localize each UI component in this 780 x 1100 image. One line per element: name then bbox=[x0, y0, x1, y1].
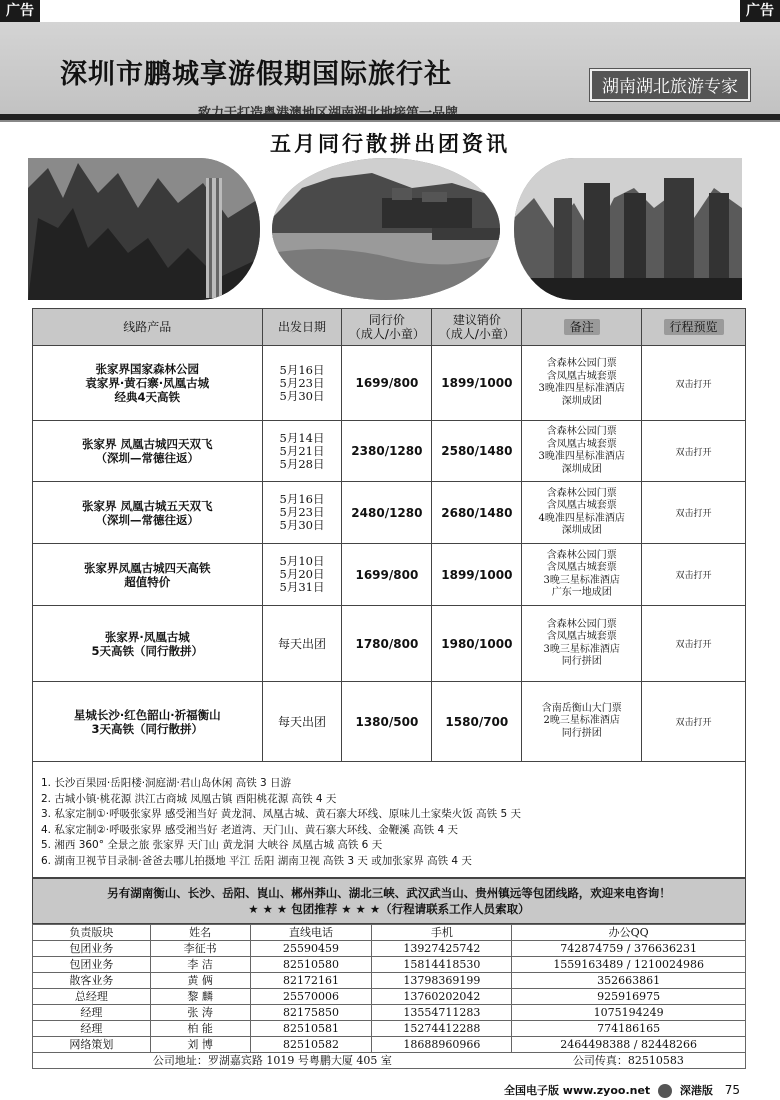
contacts-header-row bbox=[33, 925, 746, 941]
charter-recommend-text: ★ ★ ★ 包团推荐 ★ ★ ★（行程请联系工作人员索取） bbox=[248, 902, 530, 916]
list-item: 3. 私家定制①·呼吸张家界 感受湘当好 黄龙洞、凤凰古城、黄石寨大环线、原味儿土家柴火饭 高铁 5 天 bbox=[41, 808, 521, 820]
company-fax: 公司传真：82510583 bbox=[512, 1053, 746, 1069]
tour-schedule-table bbox=[32, 308, 746, 762]
contact-section: 经理 bbox=[33, 1005, 151, 1021]
preview-header-label: 行程预览 bbox=[664, 319, 724, 335]
additional-routes-list bbox=[32, 762, 746, 878]
table-row bbox=[33, 973, 746, 989]
charter-notice-text: 另有湖南衡山、长沙、岳阳、崀山、郴州莽山、湖北三峡、武汉武当山、贵州镇远等包团线路，欢迎来电咨询！ bbox=[107, 886, 671, 900]
route-name: 张家界凤凰古城四天高铁 超值特价 bbox=[33, 544, 263, 606]
table-row bbox=[33, 941, 746, 957]
list-item: 5. 湘西 360° 全景之旅 张家界 天门山 黄龙洞 大峡谷 凤凰古城 高铁 6 天 bbox=[41, 839, 383, 851]
table-row bbox=[33, 957, 746, 973]
col-header-route: 线路产品 bbox=[33, 309, 263, 346]
trade-price: 2480/1280 bbox=[342, 482, 432, 544]
contact-qq: 774186165 bbox=[512, 1021, 746, 1037]
table-row bbox=[33, 682, 746, 762]
page-title: 五月同行散拼出团资讯 bbox=[270, 132, 510, 156]
itinerary-preview-link[interactable]: 双击打开 bbox=[642, 421, 746, 482]
contact-phone: 82172161 bbox=[250, 973, 372, 989]
contact-mobile: 15274412288 bbox=[372, 1021, 512, 1037]
col-header-retail-price: 建议销价 （成人/小童） bbox=[432, 309, 522, 346]
table-row bbox=[33, 606, 746, 682]
contact-name: 柏 能 bbox=[150, 1021, 250, 1037]
contact-qq: 742874759 / 376636231 bbox=[512, 941, 746, 957]
retail-price: 1899/1000 bbox=[432, 544, 522, 606]
table-row bbox=[33, 544, 746, 606]
col-header-date: 出发日期 bbox=[262, 309, 342, 346]
route-name: 星城长沙·红色韶山·祈福衡山 3天高铁（同行散拼） bbox=[33, 682, 263, 762]
itinerary-preview-link[interactable]: 双击打开 bbox=[642, 544, 746, 606]
retail-price: 1899/1000 bbox=[432, 346, 522, 421]
notes-header-label: 备注 bbox=[564, 319, 600, 335]
retail-price: 1980/1000 bbox=[432, 606, 522, 682]
col-header-name: 姓名 bbox=[150, 925, 250, 941]
company-address: 公司地址：罗湖嘉宾路 1019 号粤鹏大厦 405 室 bbox=[33, 1053, 512, 1069]
col-header-preview bbox=[642, 309, 746, 346]
tour-notes: 含南岳衡山大门票 2晚三星标准酒店 同行拼团 bbox=[522, 682, 642, 762]
contact-mobile: 18688960966 bbox=[372, 1037, 512, 1053]
itinerary-preview-link[interactable]: 双击打开 bbox=[642, 682, 746, 762]
region-label: 深港版 bbox=[679, 1084, 713, 1097]
list-item: 2. 古城小镇·桃花源 洪江古商城 凤凰古镇 酉阳桃花源 高铁 4 天 bbox=[41, 792, 337, 805]
contact-section: 包团业务 bbox=[33, 957, 151, 973]
header-divider-thin bbox=[0, 120, 780, 122]
contact-mobile: 13927425742 bbox=[372, 941, 512, 957]
contact-phone: 25590459 bbox=[250, 941, 372, 957]
contact-qq: 925916975 bbox=[512, 989, 746, 1005]
retail-price: 2580/1480 bbox=[432, 421, 522, 482]
zhangjiajie-peaks-photo bbox=[514, 158, 742, 300]
retail-price: 1580/700 bbox=[432, 682, 522, 762]
contact-name: 李征书 bbox=[150, 941, 250, 957]
page-number: 75 bbox=[724, 1083, 740, 1097]
departure-dates: 5月10日 5月20日 5月31日 bbox=[262, 544, 342, 606]
retail-price: 2680/1480 bbox=[432, 482, 522, 544]
list-item: 6. 湖南卫视节目录制·爸爸去哪儿拍摄地 平江 岳阳 湖南卫视 高铁 3 天 或加张家界 高铁 4 天 bbox=[41, 854, 472, 867]
tour-notes: 含森林公园门票 含凤凰古城套票 3晚准四星标准酒店 深圳成团 bbox=[522, 346, 642, 421]
table-row bbox=[33, 1005, 746, 1021]
list-item: 1. 长沙百果园·岳阳楼·洞庭湖·君山岛休闲 高铁 3 日游 bbox=[41, 777, 292, 789]
contact-mobile: 13760202042 bbox=[372, 989, 512, 1005]
contact-name: 黎 麟 bbox=[150, 989, 250, 1005]
col-header-notes bbox=[522, 309, 642, 346]
route-name: 张家界国家森林公园 袁家界·黄石寨·凤凰古城 经典4天高铁 bbox=[33, 346, 263, 421]
contact-phone: 82510581 bbox=[250, 1021, 372, 1037]
route-name: 张家界 凤凰古城五天双飞 （深圳—常德往返） bbox=[33, 482, 263, 544]
address-row bbox=[33, 1053, 746, 1069]
company-name: 深圳市鹏城享游假期国际旅行社 bbox=[60, 59, 452, 90]
col-header-mobile: 手机 bbox=[372, 925, 512, 941]
itinerary-preview-link[interactable]: 双击打开 bbox=[642, 606, 746, 682]
contact-phone: 82510580 bbox=[250, 957, 372, 973]
departure-dates: 每天出团 bbox=[262, 682, 342, 762]
contact-mobile: 15814418530 bbox=[372, 957, 512, 973]
itinerary-preview-link[interactable]: 双击打开 bbox=[642, 482, 746, 544]
tour-notes: 含森林公园门票 含凤凰古城套票 4晚准四星标准酒店 深圳成团 bbox=[522, 482, 642, 544]
trade-price: 1380/500 bbox=[342, 682, 432, 762]
contact-section: 包团业务 bbox=[33, 941, 151, 957]
fenghuang-ancient-town-photo bbox=[272, 158, 500, 300]
contact-qq: 1075194249 bbox=[512, 1005, 746, 1021]
tour-notes: 含森林公园门票 含凤凰古城套票 3晚三星标准酒店 同行拼团 bbox=[522, 606, 642, 682]
itinerary-preview-link[interactable]: 双击打开 bbox=[642, 346, 746, 421]
contact-phone: 25570006 bbox=[250, 989, 372, 1005]
departure-dates: 5月14日 5月21日 5月28日 bbox=[262, 421, 342, 482]
contact-mobile: 13554711283 bbox=[372, 1005, 512, 1021]
contact-section: 总经理 bbox=[33, 989, 151, 1005]
ad-label-right: 广告 bbox=[740, 0, 780, 22]
header-banner bbox=[0, 22, 780, 114]
trade-price: 1780/800 bbox=[342, 606, 432, 682]
contact-name: 刘 博 bbox=[150, 1037, 250, 1053]
contact-qq: 2464498388 / 82448266 bbox=[512, 1037, 746, 1053]
list-item: 4. 私家定制②·呼吸张家界 感受湘当好 老道湾、天门山、黄石寨大环线、金鞭溪 高铁 4 天 bbox=[41, 823, 458, 836]
table-row bbox=[33, 421, 746, 482]
departure-dates: 5月16日 5月23日 5月30日 bbox=[262, 482, 342, 544]
route-name: 张家界·凤凰古城 5天高铁（同行散拼） bbox=[33, 606, 263, 682]
contact-name: 张 涛 bbox=[150, 1005, 250, 1021]
edition-label: 全国电子版 www.zyoo.net bbox=[503, 1084, 651, 1097]
contact-qq: 1559163489 / 1210024986 bbox=[512, 957, 746, 973]
departure-dates: 5月16日 5月23日 5月30日 bbox=[262, 346, 342, 421]
contacts-table bbox=[32, 924, 746, 1069]
trade-price: 1699/800 bbox=[342, 544, 432, 606]
zyoo-logo-icon bbox=[658, 1084, 672, 1098]
col-header-section: 负责版块 bbox=[33, 925, 151, 941]
route-name: 张家界 凤凰古城四天双飞 （深圳—常德往返） bbox=[33, 421, 263, 482]
charter-notice bbox=[32, 878, 746, 924]
contact-section: 散客业务 bbox=[33, 973, 151, 989]
contact-phone: 82510582 bbox=[250, 1037, 372, 1053]
table-row bbox=[33, 346, 746, 421]
contact-section: 网络策划 bbox=[33, 1037, 151, 1053]
contact-mobile: 13798369199 bbox=[372, 973, 512, 989]
table-row bbox=[33, 1037, 746, 1053]
tour-notes: 含森林公园门票 含凤凰古城套票 3晚准四星标准酒店 深圳成团 bbox=[522, 421, 642, 482]
table-row bbox=[33, 482, 746, 544]
col-header-trade-price: 同行价 （成人/小童） bbox=[342, 309, 432, 346]
trade-price: 2380/1280 bbox=[342, 421, 432, 482]
zhangjiajie-elevator-photo bbox=[28, 158, 260, 300]
table-row bbox=[33, 989, 746, 1005]
ad-label-left: 广告 bbox=[0, 0, 40, 22]
contact-name: 李 洁 bbox=[150, 957, 250, 973]
tour-notes: 含森林公园门票 含凤凰古城套票 3晚三星标准酒店 广东一地成团 bbox=[522, 544, 642, 606]
departure-dates: 每天出团 bbox=[262, 606, 342, 682]
contact-name: 黄 俩 bbox=[150, 973, 250, 989]
contact-section: 经理 bbox=[33, 1021, 151, 1037]
contact-qq: 352663861 bbox=[512, 973, 746, 989]
page-footer bbox=[504, 1082, 740, 1098]
col-header-phone: 直线电话 bbox=[250, 925, 372, 941]
trade-price: 1699/800 bbox=[342, 346, 432, 421]
table-header-row bbox=[33, 309, 746, 346]
col-header-qq: 办公QQ bbox=[512, 925, 746, 941]
specialty-badge: 湖南湖北旅游专家 bbox=[590, 69, 750, 101]
table-row bbox=[33, 1021, 746, 1037]
contact-phone: 82175850 bbox=[250, 1005, 372, 1021]
